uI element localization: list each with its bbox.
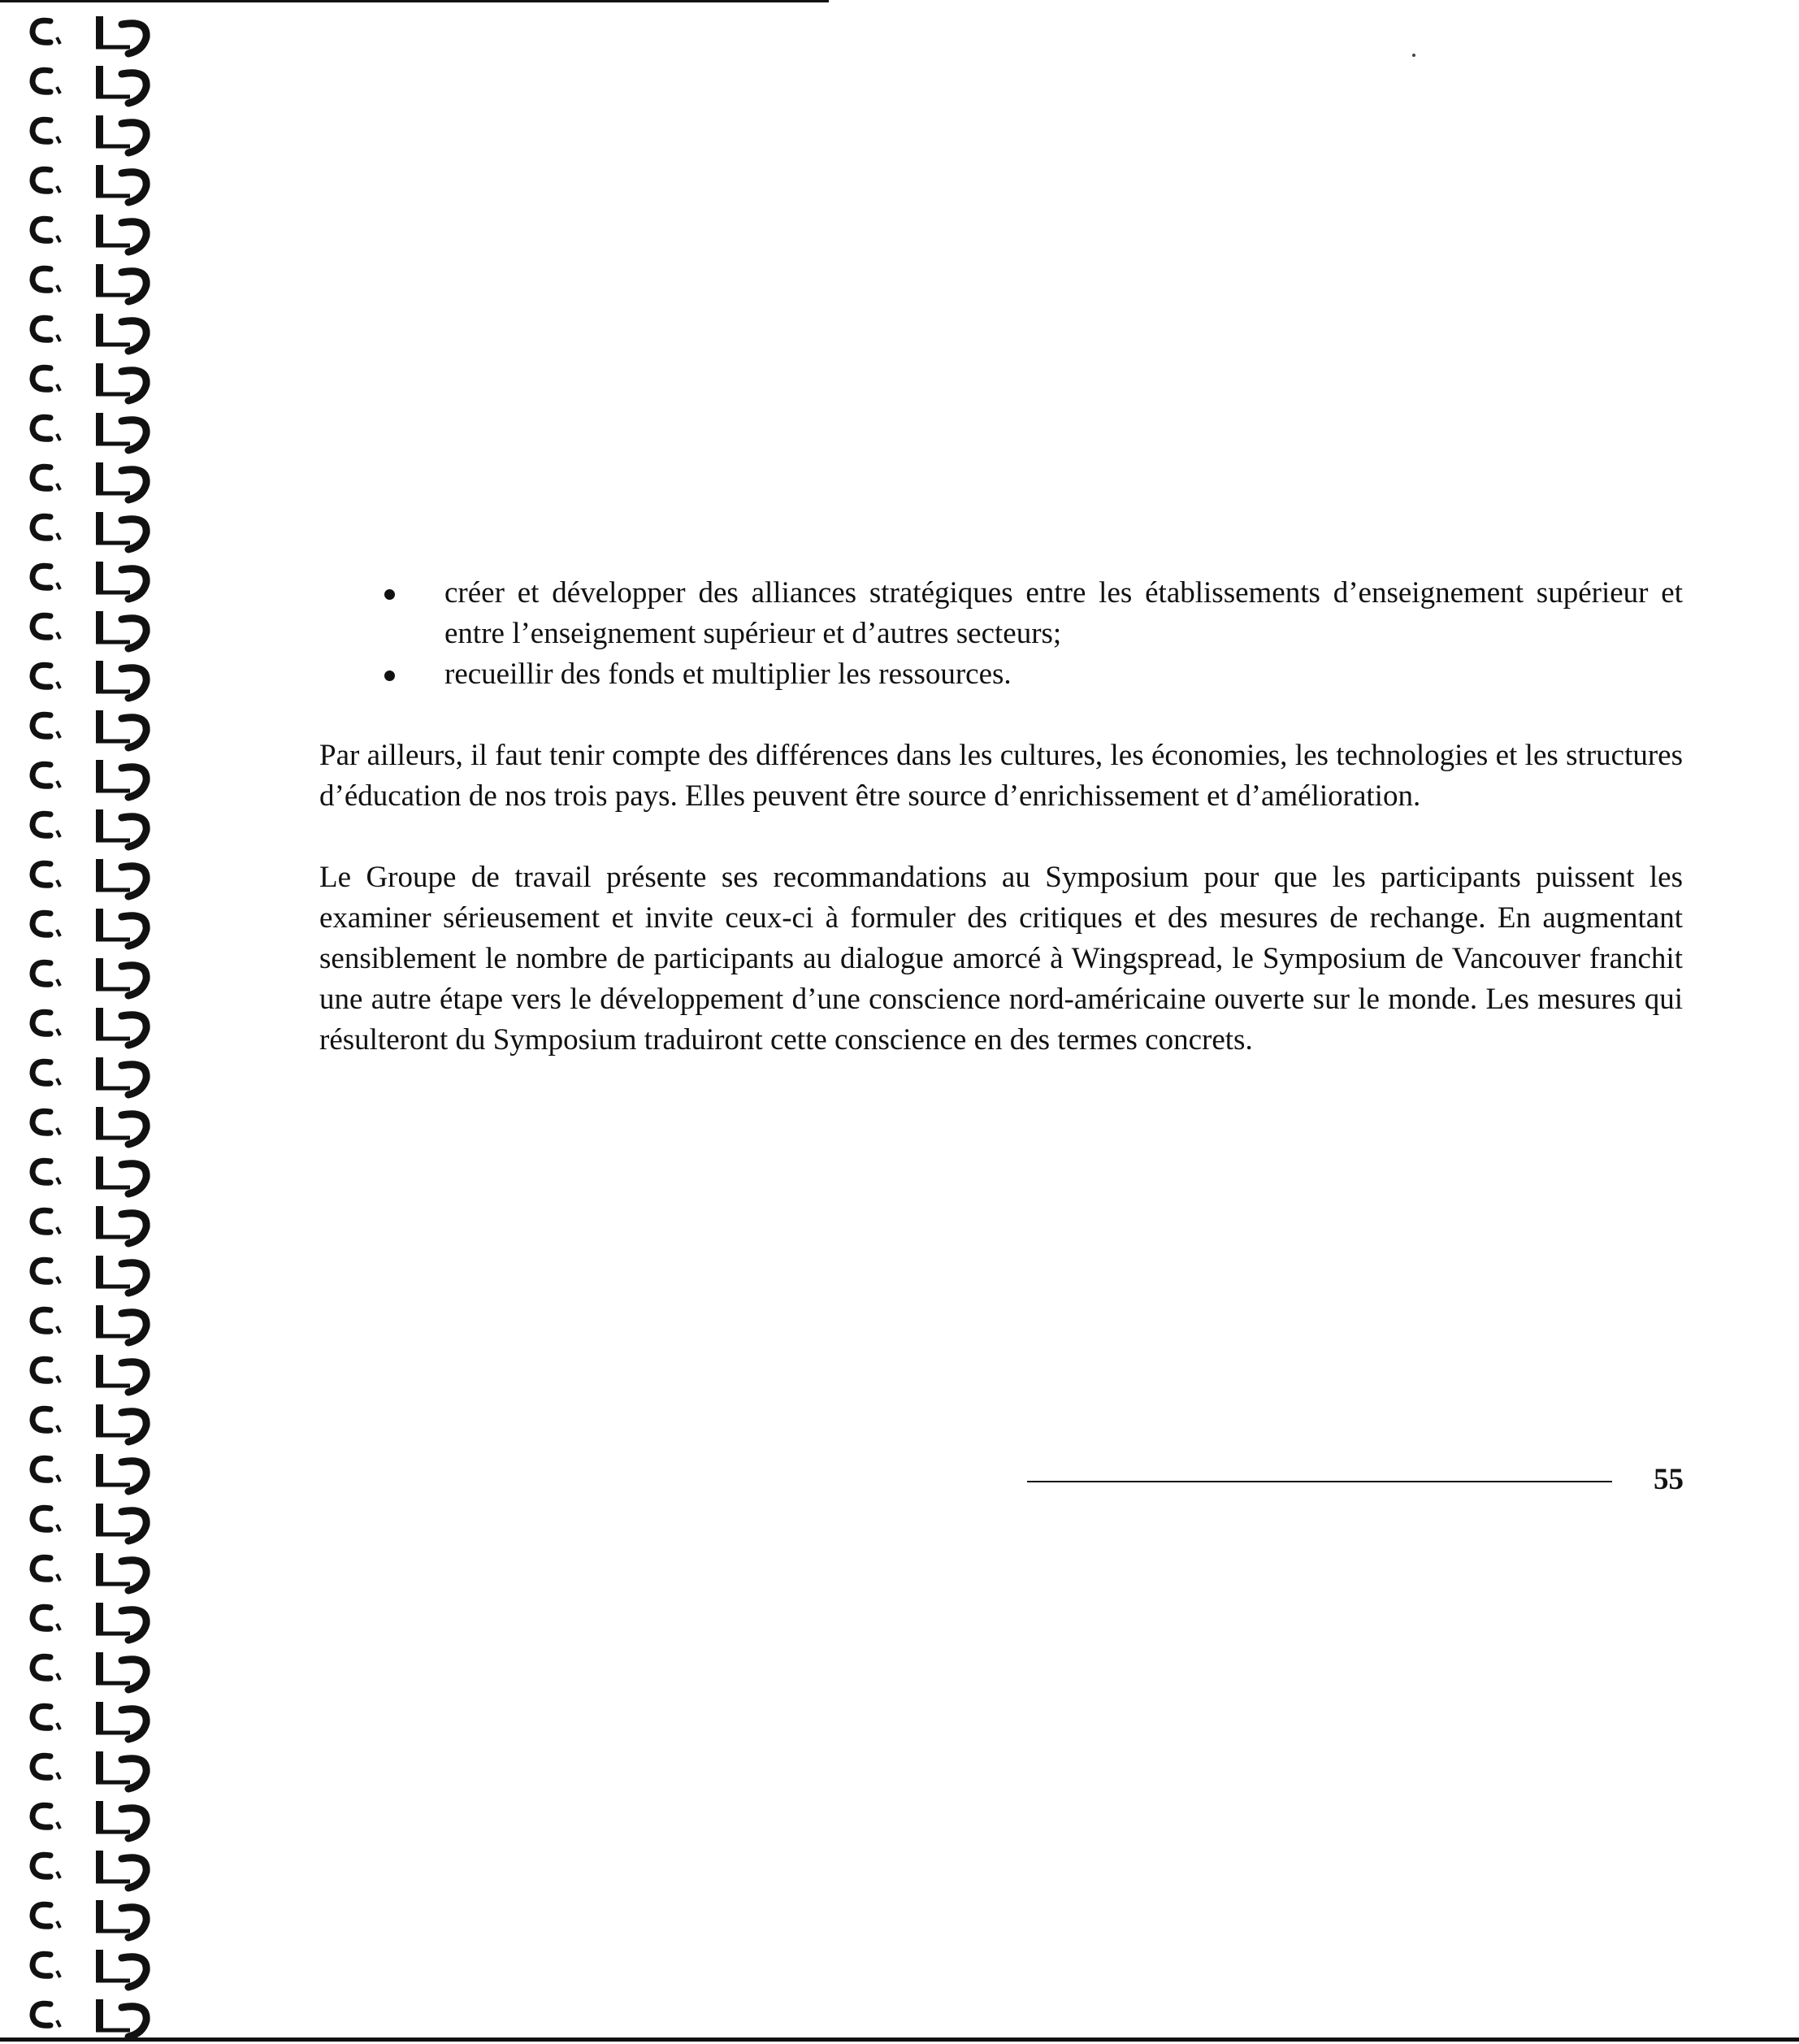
binding-coil [33,1702,146,1739]
binding-coil [33,562,146,599]
binding-coil [33,1206,146,1243]
binding-coil [33,1999,146,2037]
binding-coil [33,413,146,450]
binding-coil [33,363,146,401]
binding-coil [33,1900,146,1938]
binding-coil [33,1305,146,1343]
binding-coil [33,1553,146,1591]
binding-coil [33,760,146,797]
bullet-text: créer et développer des alliances stratégiques entre les établissements d’enseignement supérieur et entre l’enseignement supérieur et d’autres secteurs; [444,576,1683,650]
binding-coil [33,115,146,153]
binding-coil [33,512,146,549]
binding-coil [33,1057,146,1095]
binding-coil [33,462,146,500]
bullet-dot-icon [384,670,395,681]
binding-coil [33,1751,146,1789]
scan-speck [1412,54,1415,57]
binding-coil [33,710,146,748]
binding-coil [33,1008,146,1045]
binding-coil [33,1801,146,1838]
binding-coil [33,16,146,54]
binding-coil [33,1950,146,1987]
document-body [319,573,1683,1101]
footer-rule [1027,1481,1612,1482]
binding-coil [33,264,146,302]
binding-coil [33,1355,146,1392]
binding-coil [33,859,146,896]
bullet-item [319,654,1683,695]
paragraph-recommendations: Le Groupe de travail présente ses recommandations au Symposium pour que les participants puissent les examiner sérieusement et invite ceux-ci à formuler des critiques et des mesures de rechange. En augmentant sensiblement le nombre de participants au dialogue amorcé à Wingspread, le Symposium de Vancouver franchit une autre étape vers le développement d’une conscience nord-américaine ouverte sur le monde. Les mesures qui résulteront du Symposium traduiront cette conscience en des termes concrets. [319,861,1683,1057]
bullet-list [319,573,1683,695]
binding-coil [33,1157,146,1194]
binding-coil [33,1404,146,1442]
binding-coil [33,1603,146,1640]
spiral-binding [0,0,163,2044]
bottom-edge-rule [0,2037,1799,2042]
binding-coil [33,215,146,252]
paragraph-differences: Par ailleurs, il faut tenir compte des différences dans les cultures, les économies, les technologies et les structures d’éducation de nos trois pays. Elles peuvent être source d’enrichissement et d’amélioration. [319,739,1683,813]
binding-coil [33,1107,146,1144]
binding-coil [33,958,146,996]
binding-coil [33,1454,146,1491]
page-number: 55 [1654,1463,1684,1496]
binding-coil [33,66,146,103]
binding-coil [33,1256,146,1293]
bullet-text: recueillir des fonds et multiplier les ressources. [444,657,1012,691]
binding-coil [33,314,146,351]
binding-coil [33,661,146,698]
binding-coil [33,165,146,202]
binding-coil [33,809,146,847]
binding-coil [33,1504,146,1541]
bullet-dot-icon [384,589,395,600]
binding-coil [33,1652,146,1690]
binding-coil [33,611,146,649]
binding-coil [33,1851,146,1888]
binding-coil [33,909,146,946]
bullet-item [319,573,1683,654]
